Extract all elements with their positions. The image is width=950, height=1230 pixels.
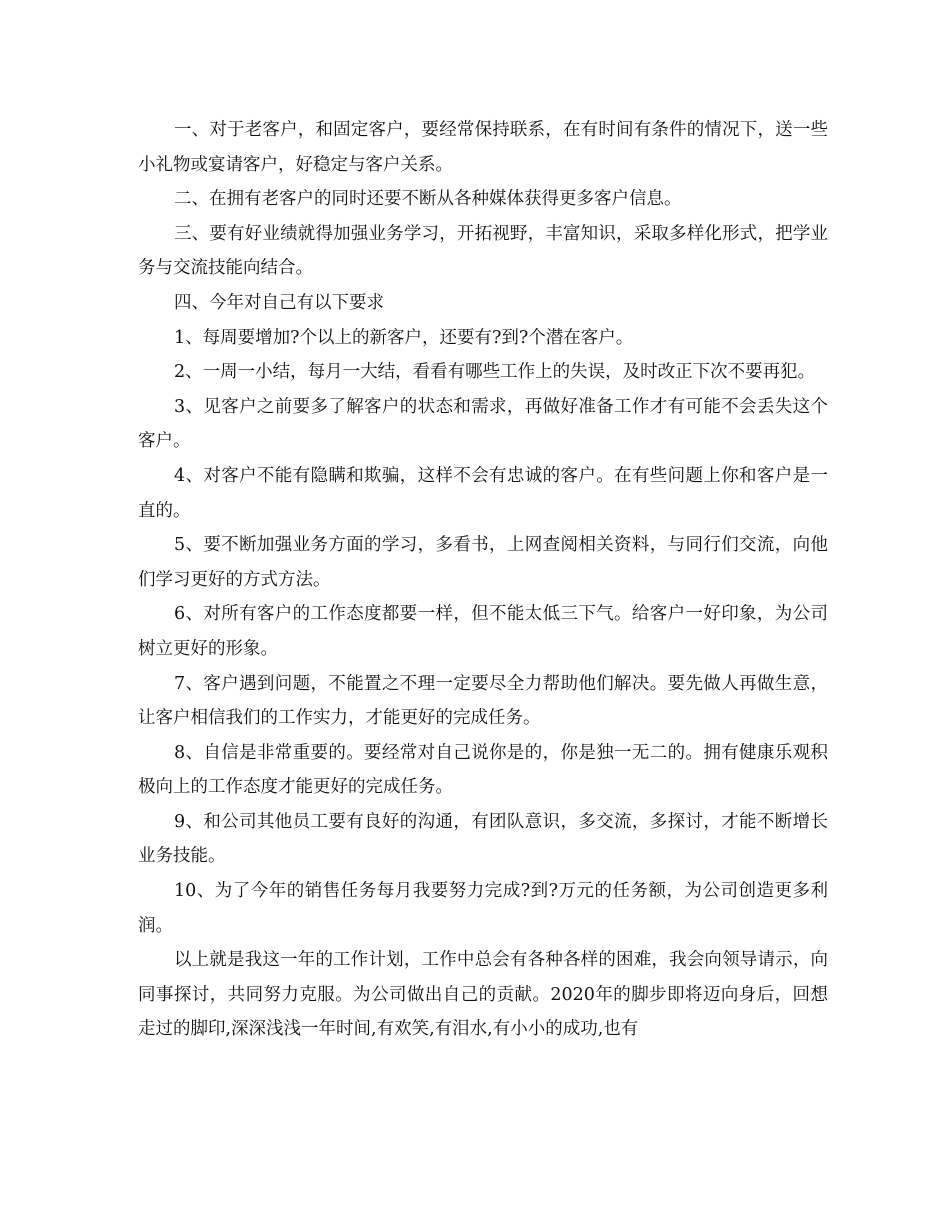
paragraph-1: 一、对于老客户，和固定客户，要经常保持联系，在有时间有条件的情况下，送一些小礼物或宴请客户，好稳定与客户关系。 [138,120,828,175]
paragraph-3: 三、要有好业绩就得加强业务学习，开拓视野，丰富知识，采取多样化形式，把学业务与交流技能向结合。 [138,223,828,279]
paragraph-2: 二、在拥有老客户的同时还要不断从各种媒体获得更多客户信息。 [174,189,682,210]
closing-paragraph: 以上就是我这一年的工作计划，工作中总会有各种各样的困难，我会向领导请示，向同事探讨，共同努力克服。为公司做出自己的贡献。2020年的脚步即将迈向身后，回想走过的脚印,深深浅浅一年时间,有欢笑,有泪水,有小小的成功,也有 [138,950,828,1040]
list-item-7: 7、客户遇到问题，不能置之不理一定要尽全力帮助他们解决。要先做人再做生意，让客户相信我们的工作实力，才能更好的完成任务。 [138,673,828,729]
list-item-1: 1、每周要增加?个以上的新客户，还要有?到?个潜在客户。 [174,327,634,348]
document-body [138,113,828,1047]
list-item-8: 8、自信是非常重要的。要经常对自己说你是的，你是独一无二的。拥有健康乐观积极向上的工作态度才能更好的完成任务。 [138,742,828,798]
list-item-10: 10、为了今年的销售任务每月我要努力完成?到?万元的任务额，为公司创造更多利润。 [138,881,828,936]
paragraph-4: 四、今年对自己有以下要求 [174,292,384,313]
list-item-2: 2、一周一小结，每月一大结，看看有哪些工作上的失误，及时改正下次不要再犯。 [174,362,816,383]
list-item-6: 6、对所有客户的工作态度都要一样，但不能太低三下气。给客户一好印象，为公司树立更好的形象。 [138,604,828,659]
list-item-5: 5、要不断加强业务方面的学习，多看书，上网查阅相关资料，与同行们交流，向他们学习更好的方式方法。 [138,535,828,590]
list-item-9: 9、和公司其他员工要有良好的沟通，有团队意识，多交流，多探讨，才能不断增长业务技能。 [138,811,828,867]
list-item-3: 3、见客户之前要多了解客户的状态和需求，再做好准备工作才有可能不会丢失这个客户。 [138,396,828,452]
list-item-4: 4、对客户不能有隐瞒和欺骗，这样不会有忠诚的客户。在有些问题上你和客户是一直的。 [138,465,828,521]
